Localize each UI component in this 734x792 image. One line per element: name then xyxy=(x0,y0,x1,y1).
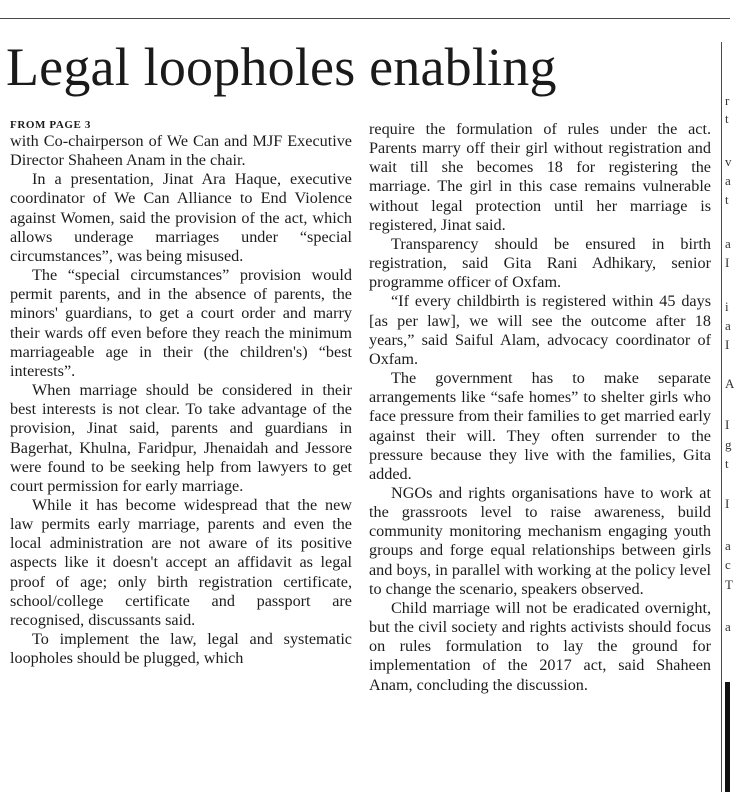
paragraph: To implement the law, legal and systematic loopholes should be plugged, which xyxy=(10,630,352,668)
edge-fragment: v xyxy=(725,154,732,169)
continuation-kicker: FROM PAGE 3 xyxy=(10,119,91,131)
paragraph: “If every childbirth is registered within 45 days [as per law], we will see the outcome after 18 years,” said Saiful Alam, advocacy coordinator of Oxfam. xyxy=(369,292,711,368)
edge-fragment: c xyxy=(725,557,731,572)
adjacent-dark-block xyxy=(725,682,730,792)
edge-fragment: a xyxy=(725,318,731,333)
paragraph: While it has become widespread that the new law permits early marriage, parents and even the local administration are not aware of its positive aspects like it doesn't accept an affidavit as legal proof of age; only birth registration certificate, school/college certificate and passport are recognised, discussants said. xyxy=(10,495,352,629)
article-column-right xyxy=(369,120,711,695)
edge-fragment: r xyxy=(725,93,730,108)
edge-fragment: a xyxy=(725,538,731,553)
paragraph: Transparency should be ensured in birth registration, said Gita Rani Adhikary, senior programme officer of Oxfam. xyxy=(369,234,711,292)
paragraph: In a presentation, Jinat Ara Haque, executive coordinator of We Can Alliance to End Violence against Women, said the provision of the act, which allows underage marriages under “special circumstances”, was being misused. xyxy=(10,170,352,265)
edge-fragment: a xyxy=(725,619,731,634)
edge-fragment: I xyxy=(725,417,730,432)
edge-fragment: t xyxy=(725,192,729,207)
paragraph: NGOs and rights organisations have to work at the grassroots level to raise awareness, build community monitoring mechanism engaging youth groups and forge equal relationships between girls and boys, in parallel with working at the policy level to change the scenario, speakers observed. xyxy=(369,483,711,598)
paragraph: When marriage should be considered in their best interests is not clear. To take advantage of the provision, Jinat said, parents and guardians in Bagerhat, Khulna, Faridpur, Jhenaidah and Jessore were found to be seeking help from lawyers to get court permission for early marriage. xyxy=(10,381,352,495)
edge-fragment: a xyxy=(725,236,731,251)
paragraph: The government has to make separate arrangements like “safe homes” to shelter girls who face pressure from their families to get married early against their will. They often surrender to the pressure because they live with the families, Gita added. xyxy=(369,369,711,483)
edge-fragment: g xyxy=(725,437,732,452)
edge-fragment: t xyxy=(725,456,729,471)
adjacent-article-edge xyxy=(724,42,734,792)
headline: Legal loopholes enabling xyxy=(6,37,557,97)
top-rule xyxy=(0,18,730,19)
edge-fragment: T xyxy=(725,577,733,592)
article-column-left xyxy=(10,118,352,668)
edge-fragment: a xyxy=(725,173,731,188)
paragraph: The “special circumstances” provision would permit parents, and in the absence of parents, the minors' guardians, to get a court order and marry their wards off even before they reach the minimum marriageable age in their (the children's) “best interests”. xyxy=(10,266,352,380)
paragraph: Child marriage will not be eradicated overnight, but the civil society and rights activists should focus on rules formulation to lay the ground for implementation of the 2017 act, said Shaheen Anam, concluding the discussion. xyxy=(369,598,711,694)
paragraph: with Co-chairperson of We Can and MJF Executive Director Shaheen Anam in the chair. xyxy=(10,132,352,170)
edge-fragment: I xyxy=(725,337,730,352)
edge-fragment: i xyxy=(725,299,729,314)
edge-fragment: t xyxy=(725,111,729,126)
paragraph: require the formulation of rules under the act. Parents marry off their girl without registration and wait till she becomes 18 for registering the marriage. The girl in this case remains vulnerable without legal protection until her marriage is registered, Jinat said. xyxy=(369,120,711,234)
edge-fragment: A xyxy=(725,376,734,391)
edge-fragment: I xyxy=(725,496,730,511)
column-divider xyxy=(721,42,722,792)
edge-fragment: I xyxy=(725,255,730,270)
